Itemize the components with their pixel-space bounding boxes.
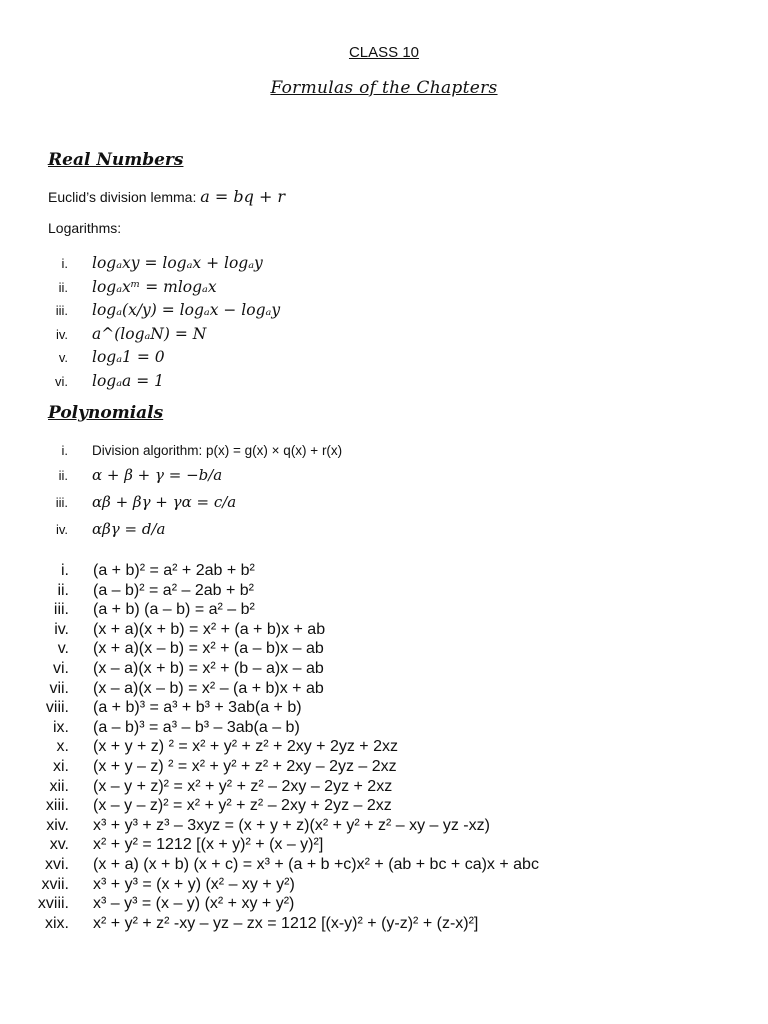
formula: a^(logₐN) = N	[92, 324, 207, 343]
list-item	[37, 894, 539, 914]
list-item	[61, 439, 343, 462]
formula: logₐa = 1	[92, 371, 164, 390]
list-item	[55, 516, 342, 543]
list-item	[61, 252, 280, 276]
formula: (a + b) (a – b) = a² – b²	[93, 601, 255, 619]
formula: x³ + y³ + z³ – 3xyz = (x + y + z)(x² + y² + z² – xy – yz -xz)	[93, 816, 490, 834]
list-item	[55, 299, 281, 323]
list-item	[54, 620, 539, 640]
formula: (x – y + z)² = x² + y² + z² – 2xy – 2yz + 2xz	[93, 777, 393, 795]
identity-list	[37, 561, 539, 933]
item-number: xiv.	[46, 816, 69, 834]
class-title: CLASS 10	[348, 44, 420, 61]
formula: (x + y – z) ² = x² + y² + z² + 2xy – 2yz – 2xz	[93, 757, 397, 775]
item-number: ii.	[58, 279, 68, 295]
logarithm-formula-list	[55, 252, 281, 393]
formula: (x + y + z) ² = x² + y² + z² + 2xy + 2yz + 2xz	[93, 738, 398, 756]
item-number: iv.	[55, 326, 68, 342]
item-number: iv.	[54, 620, 69, 638]
section-heading-polynomials: Polynomials	[48, 403, 164, 423]
item-number: xv.	[49, 836, 69, 854]
formula: (a + b)² = a² + 2ab + b²	[93, 562, 255, 579]
formula: (a + b)³ = a³ + b³ + 3ab(a + b)	[93, 699, 302, 717]
list-item	[53, 718, 539, 738]
list-item	[49, 679, 539, 699]
formula: Division algorithm: p(x) = g(x) × q(x) + r(x)	[92, 443, 343, 458]
item-number: xiii.	[45, 797, 69, 815]
list-item	[58, 276, 280, 300]
list-item	[57, 639, 539, 659]
euclid-lemma-label: Euclid’s division lemma:	[48, 189, 201, 205]
item-number: vi.	[53, 659, 69, 677]
item-number: iii.	[55, 495, 68, 510]
list-item	[45, 855, 539, 875]
item-number: v.	[57, 640, 69, 658]
formula: x² + y² = 1212 [(x + y)² + (x – y)²]	[93, 836, 324, 854]
formula: x³ – y³ = (x – y) (x² + xy + y²)	[93, 895, 295, 913]
euclid-lemma-formula: a = bq + r	[200, 187, 286, 206]
euclid-lemma-line	[48, 187, 285, 206]
formula: logₐxy = logₐx + logₐy	[92, 254, 263, 272]
formula: (a – b)³ = a³ – b³ – 3ab(a – b)	[93, 718, 300, 736]
formula: α + β + γ = −b/a	[92, 466, 223, 484]
item-number: i.	[61, 256, 68, 271]
formula: logₐ(x/y) = logₐx − logₐy	[92, 301, 281, 319]
list-item	[45, 796, 539, 816]
item-number: vii.	[49, 679, 69, 697]
formula: (x + a) (x + b) (x + c) = x³ + (a + b +c)x² + (ab + bc + ca)x + abc	[93, 855, 539, 873]
formula: logₐ1 = 0	[92, 348, 165, 366]
item-number: ii.	[58, 468, 68, 483]
formula: αβγ = d/a	[92, 520, 166, 538]
item-number: v.	[58, 350, 68, 365]
item-number: xii.	[49, 777, 69, 795]
list-item	[46, 816, 539, 836]
list-item	[53, 659, 539, 679]
page-subtitle: Formulas of the Chapters	[270, 78, 498, 98]
item-number: xvii.	[41, 875, 69, 893]
list-item	[58, 462, 342, 489]
list-item	[45, 914, 539, 934]
list-item	[58, 346, 280, 370]
formula: x² + y² + z² -xy – yz – zx = 1212 [(x-y)² + (y-z)² + (z-x)²]	[93, 914, 479, 932]
item-number: xix.	[45, 914, 69, 932]
list-item	[55, 370, 280, 394]
formula: (a – b)² = a² – 2ab + b²	[93, 581, 254, 599]
list-item	[55, 323, 280, 347]
list-item	[57, 581, 539, 601]
item-number: viii.	[45, 699, 69, 717]
item-number: iii.	[55, 303, 68, 318]
formula: x³ + y³ = (x + y) (x² – xy + y²)	[93, 875, 295, 893]
formula: (x + a)(x + b) = x² + (a + b)x + ab	[93, 620, 326, 638]
list-item	[41, 875, 539, 895]
item-number: iii.	[53, 601, 69, 619]
formula: logₐxᵐ = mlogₐx	[92, 277, 217, 296]
item-number: ix.	[53, 718, 69, 736]
section-heading-real-numbers: Real Numbers	[48, 150, 184, 170]
item-number: i.	[61, 443, 68, 458]
item-number: ii.	[57, 581, 69, 599]
item-number: x.	[56, 738, 69, 756]
formula: αβ + βγ + γα = c/a	[92, 493, 237, 511]
polynomial-formula-list	[55, 439, 343, 543]
formula: (x + a)(x – b) = x² + (a – b)x – ab	[93, 640, 324, 658]
item-number: xviii.	[37, 895, 69, 913]
list-item	[61, 561, 539, 581]
list-item	[49, 777, 539, 797]
list-item	[53, 600, 539, 620]
list-item	[55, 489, 342, 516]
formula: (x – a)(x + b) = x² + (b – a)x – ab	[93, 659, 324, 677]
item-number: xi.	[53, 757, 69, 775]
list-item	[49, 835, 539, 855]
item-number: vi.	[55, 373, 68, 389]
logarithms-label: Logarithms:	[48, 220, 122, 236]
item-number: xvi.	[45, 855, 69, 873]
formula: (x – y – z)² = x² + y² + z² – 2xy + 2yz – 2xz	[93, 797, 392, 815]
item-number: i.	[61, 562, 69, 579]
item-number: iv.	[55, 522, 68, 537]
formula: (x – a)(x – b) = x² – (a + b)x + ab	[93, 679, 324, 697]
list-item	[56, 737, 539, 757]
list-item	[45, 698, 539, 718]
list-item	[53, 757, 539, 777]
